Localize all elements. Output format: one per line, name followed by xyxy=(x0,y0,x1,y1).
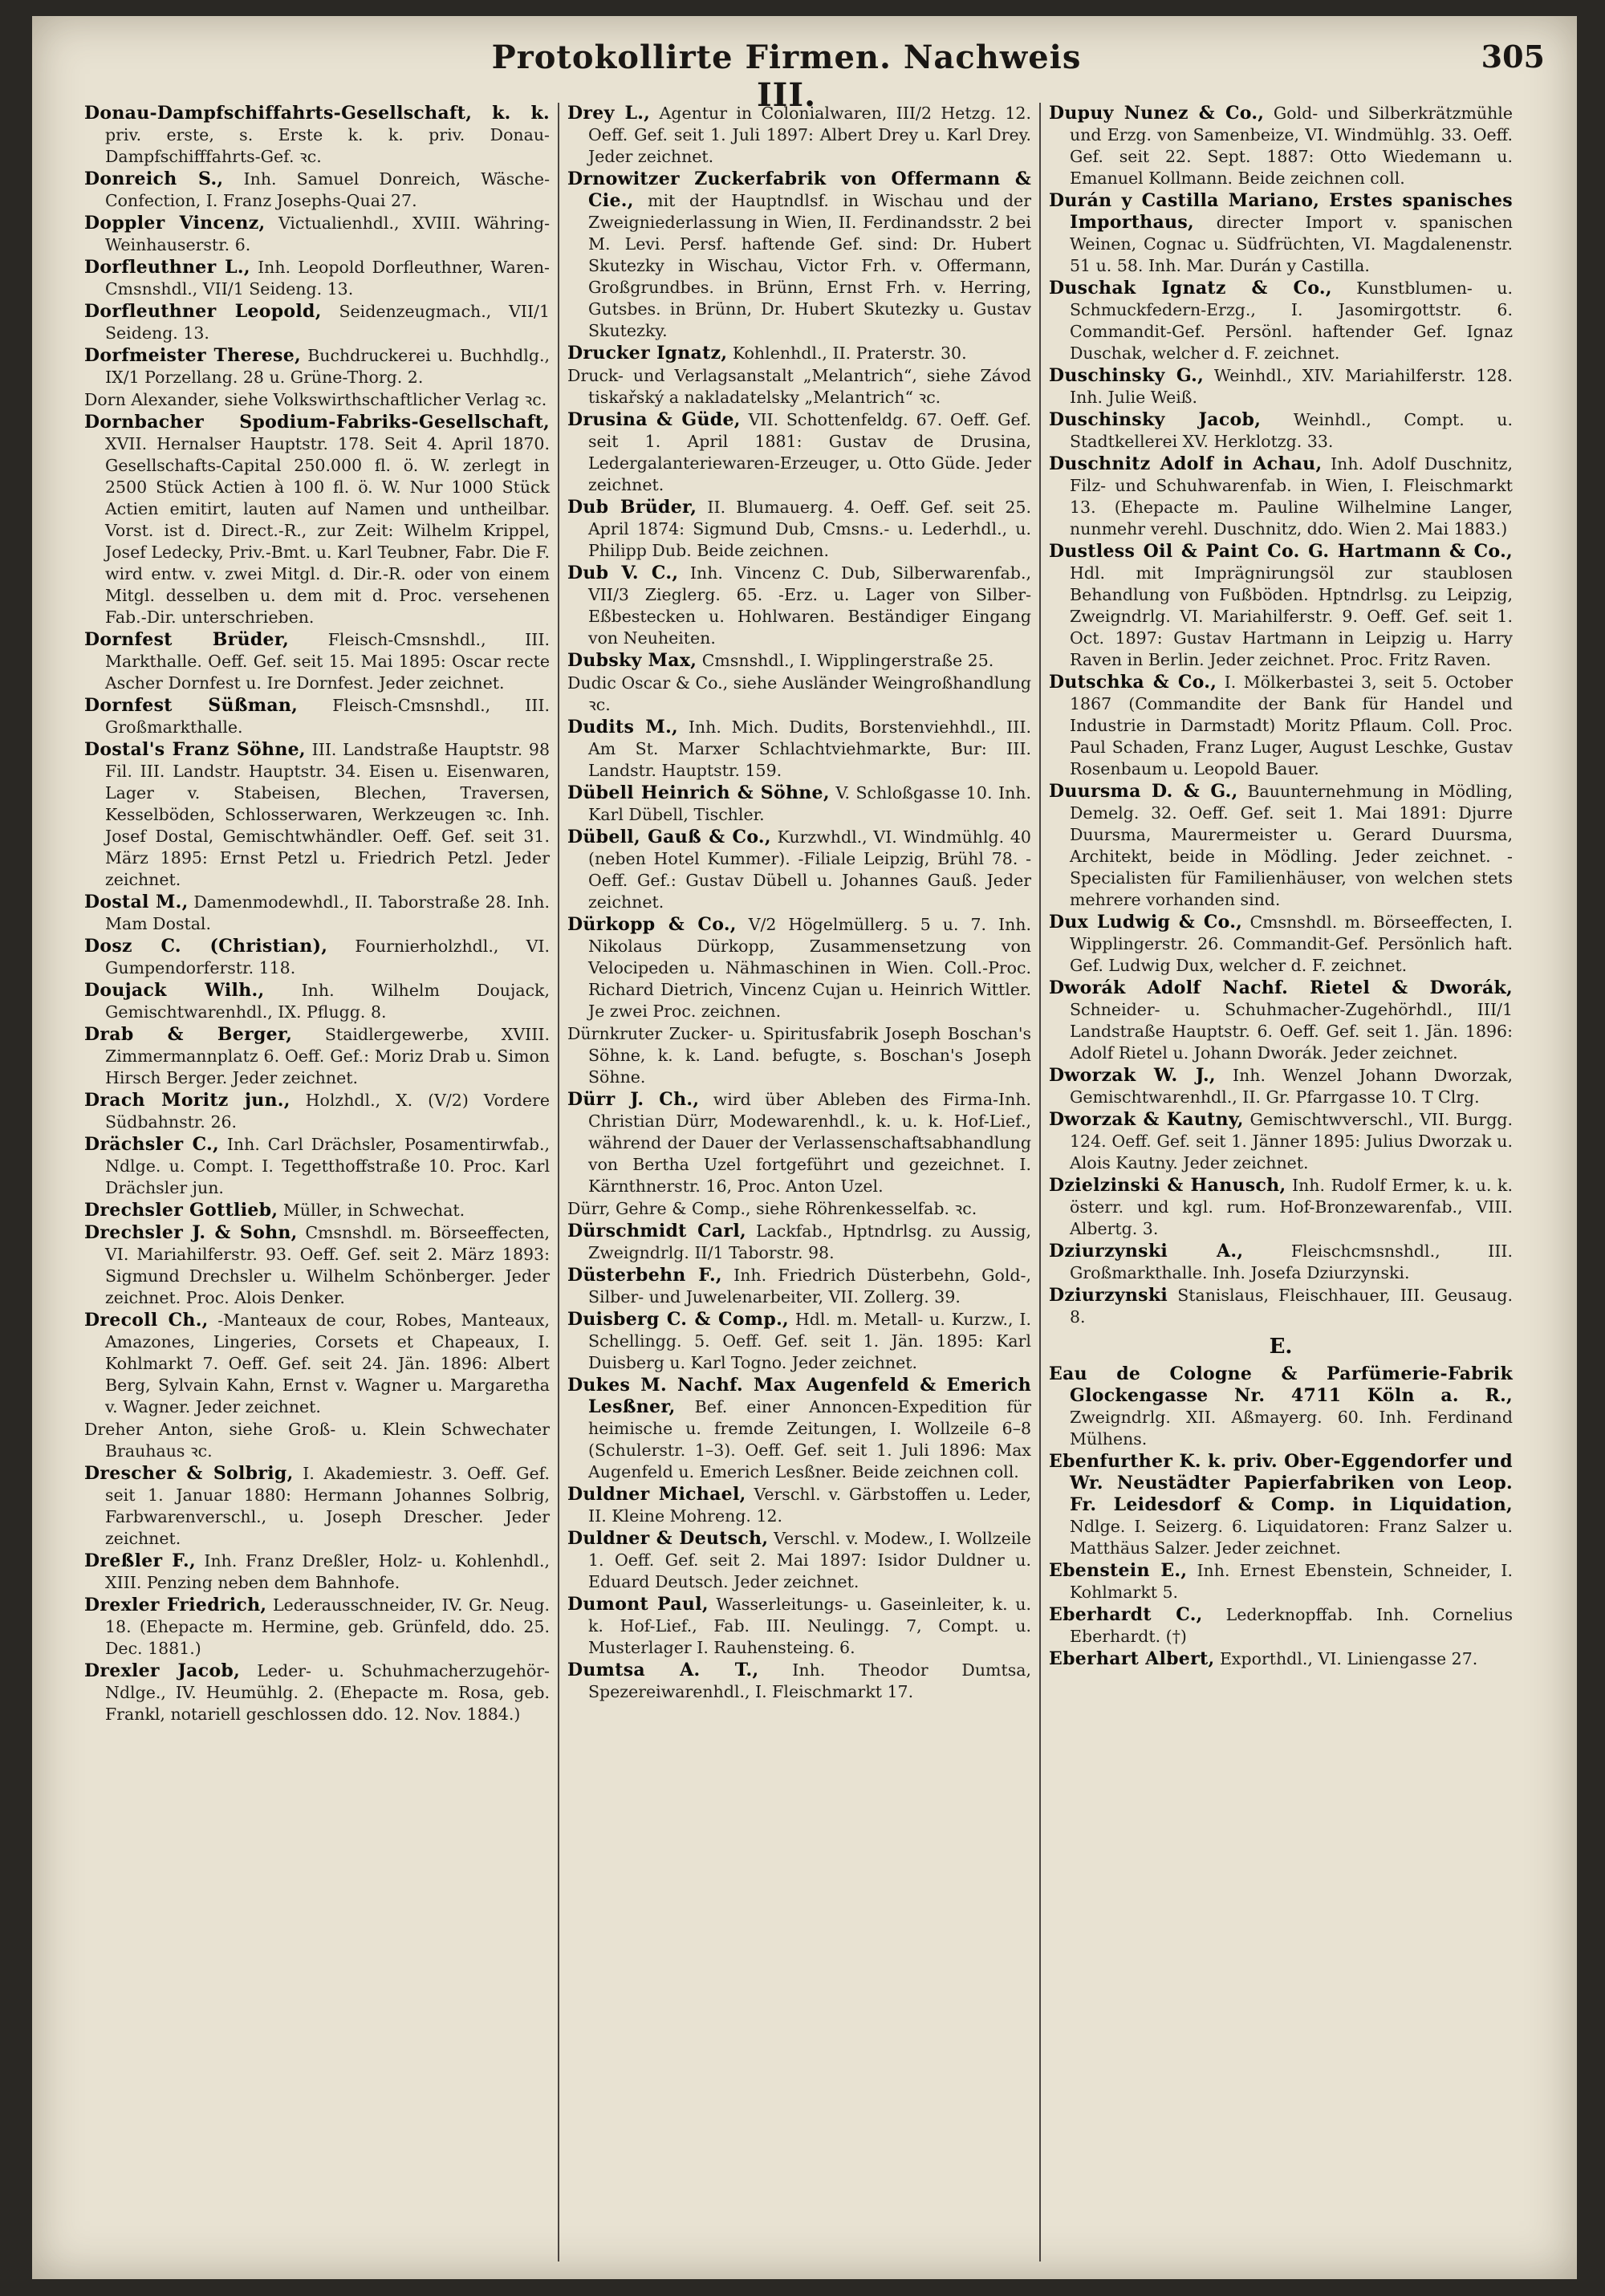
entry-details: Ndlge. I. Seizerg. 6. Liquidatoren: Franz Salzer u. Matthäus Salzer. Jeder zeichnet. xyxy=(1070,1517,1513,1558)
entry-details: Druck- und Verlagsanstalt „Melantrich“, siehe Závod tiskařský a nakladatelsky „Melantrich“ ꝛc. xyxy=(567,366,1031,407)
directory-entry xyxy=(84,1660,550,1725)
directory-entry xyxy=(1049,781,1513,911)
firm-name: Donau-Dampfschiffahrts-Gesellschaft, k. k. xyxy=(84,103,550,124)
entry-details: Stanislaus, Fleischhauer, III. Geusaug. 8. xyxy=(1070,1286,1513,1327)
directory-entry xyxy=(1049,103,1513,189)
firm-name: Drusina & Güde, xyxy=(567,409,741,430)
entry-details: Victualienhdl., XVIII. Währing-Weinhauserstr. 6. xyxy=(105,213,550,254)
entry-details: Inh. Wenzel Johann Dworzak, Gemischtwarenhdl., II. Gr. Pfarrgasse 10. T Clrg. xyxy=(1070,1066,1513,1107)
firm-name: Duschinsky G., xyxy=(1049,365,1205,386)
entry-details: Fleisch-Cmsnshdl., III. Großmarkthalle. xyxy=(105,696,550,737)
firm-name: Duisberg C. & Comp., xyxy=(567,1309,789,1330)
directory-entry xyxy=(1049,672,1513,780)
directory-entry xyxy=(567,1660,1031,1703)
directory-entry xyxy=(567,409,1031,496)
firm-name: Dornbacher Spodium-Fabriks-Gesellschaft, xyxy=(84,412,550,433)
entry-details: Kurzwhdl., VI. Windmühlg. 40 (neben Hotel Kummer). -Filiale Leipzig, Brühl 78. -Oeff. Gef.: Gustav Dübell u. Johannes Gauß. Jeder zeichnet. xyxy=(588,827,1031,912)
directory-entry xyxy=(84,695,550,738)
directory-entry xyxy=(84,169,550,212)
directory-entry xyxy=(84,629,550,694)
firm-name: Dubsky Max, xyxy=(567,650,697,671)
entry-details: -Manteaux de cour, Robes, Manteaux, Amazones, Lingeries, Corsets et Chapeaux, I. Kohlmarkt 7. Oeff. Gef. seit 24. Jän. 1896: Albert Berg, Sylvain Kahn, Ernst v. Wagner u. Margaretha v. Wagner. Jeder zeichnet. xyxy=(105,1311,550,1416)
directory-entry xyxy=(567,717,1031,782)
firm-name: Dworzak W. J., xyxy=(1049,1065,1216,1086)
entry-details: mit der Hauptndlsf. in Wischau und der Zweigniederlassung in Wien, II. Ferdinandsstr. 2 bei M. Levi. Persf. haftende Gef. sind: Dr. Hubert Skutezky in Wischau, Victor Frh. v. Offermann, Großgrundbes. in Brünn, Ernst Frh. v. Herring, Gutsbes. in Brünn, Dr. Hubert Skutezky u. Gustav Skutezky. xyxy=(588,191,1031,340)
entry-details: VII. Schottenfeldg. 67. Oeff. Gef. seit 1. April 1881: Gustav de Drusina, Ledergalanteriewaren-Erzeuger, u. Otto Güde. Jeder zeichnet. xyxy=(588,410,1031,494)
firm-name: Donreich S., xyxy=(84,169,224,189)
directory-entry xyxy=(1049,1109,1513,1174)
firm-name: Dürschmidt Carl, xyxy=(567,1221,746,1241)
firm-name: Dürkopp & Co., xyxy=(567,914,737,935)
firm-name: Doppler Vincenz, xyxy=(84,213,266,234)
page-title: Protokollirte Firmen. Nachweis III. xyxy=(491,39,1082,114)
firm-name: Eau de Cologne & Parfümerie-Fabrik Glockengasse Nr. 4711 Köln a. R., xyxy=(1049,1363,1513,1406)
directory-entry xyxy=(1049,1241,1513,1284)
directory-entry xyxy=(84,1310,550,1418)
firm-name: Dosz C. (Christian), xyxy=(84,936,328,957)
directory-entry xyxy=(1049,1363,1513,1450)
entry-details: Gold- und Silberkrätzmühle und Erzg. von Samenbeize, VI. Windmühlg. 33. Oeff. Gef. seit 22. Sept. 1887: Otto Wiedemann u. Emanuel Kollmann. Beide zeichnen coll. xyxy=(1070,104,1513,188)
firm-name: Dudits M., xyxy=(567,717,678,738)
entry-details: Seidenzeugmach., VII/1 Seideng. 13. xyxy=(105,302,550,343)
entry-details: Lackfab., Hptndrlsg. zu Aussig, Zweigndrlg. II/1 Taborstr. 98. xyxy=(588,1221,1031,1262)
entry-details: Inh. Rudolf Ermer, k. u. k. österr. und kgl. rum. Hof-Bronzewarenfab., VIII. Albertg. 3. xyxy=(1070,1176,1513,1238)
directory-entry xyxy=(1049,409,1513,453)
entry-details: Staidlergewerbe, XVIII. Zimmermannplatz 6. Oeff. Gef.: Moriz Drab u. Simon Hirsch Berger. Jeder zeichnet. xyxy=(105,1025,550,1087)
firm-name: Dumont Paul, xyxy=(567,1594,709,1615)
directory-entry xyxy=(84,739,550,891)
firm-name: Duursma D. & G., xyxy=(1049,781,1238,802)
directory-entry xyxy=(1049,977,1513,1064)
directory-entry xyxy=(1049,1451,1513,1559)
directory-entry xyxy=(1049,190,1513,277)
directory-entry xyxy=(567,1198,1031,1220)
entry-details: Leder- u. Schuhmacherzugehör-Ndlge., IV. Heumühlg. 2. (Ehepacte m. Rosa, geb. Frankl, notariell geschlossen ddo. 12. Nov. 1884.) xyxy=(105,1661,550,1724)
directory-entry xyxy=(84,389,550,411)
entry-details: Inh. Vincenz C. Dub, Silberwarenfab., VII/3 Zieglerg. 65. -Erz. u. Lager von Silber-Eßbestecken u. Hohlwaren. Beständiger Eingang von Neuheiten. xyxy=(588,563,1031,648)
firm-name: Drach Moritz jun., xyxy=(84,1090,291,1111)
entry-details: II. Blumauerg. 4. Oeff. Gef. seit 25. April 1874: Sigmund Dub, Cmsns.- u. Lederhdl., u. Philipp Dub. Beide zeichnen. xyxy=(588,498,1031,560)
firm-name: Dziurzynski A., xyxy=(1049,1241,1244,1262)
entry-details: Inh. Carl Drächsler, Posamentirwfab., Ndlge. u. Compt. I. Tegetthoffstraße 10. Proc. Karl Drächsler jun. xyxy=(105,1135,550,1197)
entry-details: Agentur in Colonialwaren, III/2 Hetzg. 12. Oeff. Gef. seit 1. Juli 1897: Albert Drey u. Karl Drey. Jeder zeichnet. xyxy=(588,104,1031,166)
directory-entry xyxy=(1049,453,1513,540)
firm-name: Drab & Berger, xyxy=(84,1024,293,1045)
entry-details: Fleisch-Cmsnshdl., III. Markthalle. Oeff. Gef. seit 15. Mai 1895: Oscar recte Ascher Dornfest u. Ire Dornfest. Jeder zeichnet. xyxy=(105,630,550,693)
firm-name: Dorfmeister Therese, xyxy=(84,345,301,366)
directory-entry xyxy=(567,1528,1031,1593)
entry-details: Fleischcmsnshdl., III. Großmarkthalle. Inh. Josefa Dziurzynski. xyxy=(1070,1241,1513,1282)
entry-details: V. Schloßgasse 10. Inh. Karl Dübell, Tischler. xyxy=(588,783,1031,824)
directory-entry xyxy=(84,257,550,300)
entry-details: Dudic Oscar & Co., siehe Ausländer Weingroßhandlung ꝛc. xyxy=(567,673,1031,714)
entry-details: Buchdruckerei u. Buchhdlg., IX/1 Porzellang. 28 u. Grüne-Thorg. 2. xyxy=(105,346,550,387)
firm-name: Dürr J. Ch., xyxy=(567,1089,700,1110)
firm-name: Dustless Oil & Paint Co. G. Hartmann & Co., xyxy=(1049,541,1513,562)
directory-entry xyxy=(84,412,550,628)
directory-entry xyxy=(1049,278,1513,364)
firm-name: Dornfest Brüder, xyxy=(84,629,290,650)
firm-name: Ebenfurther K. k. priv. Ober-Eggendorfer und Wr. Neustädter Papierfabriken von Leop. Fr. Leidesdorf & Comp. in Liquidation, xyxy=(1049,1451,1513,1515)
directory-entry xyxy=(567,650,1031,672)
entry-details: I. Mölkerbastei 3, seit 5. October 1867 (Commandite der Bank für Handel und Industrie in Darmstadt) Moritz Pflaum. Coll. Proc. Paul Schaden, Franz Luger, August Leschke, Gustav Rosenbaum u. Leopold Bauer. xyxy=(1070,673,1513,778)
entry-details: directer Import v. spanischen Weinen, Cognac u. Südfrüchten, VI. Magdalenenstr. 51 u. 58. Inh. Mar. Durán y Castilla. xyxy=(1070,213,1513,275)
entry-details: Fournierholzhdl., VI. Gumpendorferstr. 118. xyxy=(105,937,550,977)
entry-details: Weinhdl., Compt. u. Stadtkellerei XV. Herklotzg. 33. xyxy=(1070,410,1513,451)
firm-name: Durán y Castilla Mariano, Erstes spanisches Importhaus, xyxy=(1049,190,1513,233)
entry-details: V/2 Högelmüllerg. 5 u. 7. Inh. Nikolaus Dürkopp, Zusammensetzung von Velocipeden u. Nähmaschinen in Wien. Coll.-Proc. Richard Dietrich, Vincenz Cujan u. Heinrich Wittler. Je zwei Proc. zeichnen. xyxy=(588,915,1031,1021)
directory-entry xyxy=(84,213,550,256)
directory-entry xyxy=(84,980,550,1023)
firm-name: Drnowitzer Zuckerfabrik von Offermann & Cie., xyxy=(567,169,1031,211)
directory-entry xyxy=(567,782,1031,826)
directory-entry xyxy=(567,1089,1031,1197)
directory-entry xyxy=(84,301,550,344)
directory-entry xyxy=(567,563,1031,649)
entry-details: Bef. einer Annoncen-Expedition für heimische u. fremde Zeitungen, I. Wollzeile 6–8 (Schulerstr. 1–3). Oeff. Gef. seit 1. Juli 1896: Max Augenfeld u. Emerich Lesßner. Beide zeichnen coll. xyxy=(588,1397,1031,1481)
directory-entry xyxy=(1049,541,1513,671)
entry-details: priv. erste, s. Erste k. k. priv. Donau-Dampfschifffahrts-Gef. ꝛc. xyxy=(105,125,550,166)
directory-entry xyxy=(567,827,1031,913)
entry-details: wird über Ableben des Firma-Inh. Christian Dürr, Modewarenhdl., k. u. k. Hof-Lief., während der Dauer der Verlassenschaftsabhandlung von Bertha Uzel fortgeführt und gezeichnet. I. Kärnthnerstr. 16, Proc. Anton Uzel. xyxy=(588,1090,1031,1196)
firm-name: Drecoll Ch., xyxy=(84,1310,209,1331)
column-middle xyxy=(558,103,1039,2261)
firm-name: Dutschka & Co., xyxy=(1049,672,1217,693)
entry-details: XVII. Hernalser Hauptstr. 178. Seit 4. April 1870. Gesellschafts-Capital 250.000 fl. ö. W. zerlegt in 2500 Stück Actien à 100 fl. ö. W. Nur 1000 Stück Actien emitirt, lauten auf Namen und untheilbar. Vorst. ist d. Direct.-R., zur Zeit: Wilhelm Krippel, Josef Ledecky, Priv.-Bmt. u. Karl Teubner, Fabr. Die F. wird entw. v. zwei Mitgl. d. Dir.-R. oder von einem Mitgl. desselben u. dem mit d. Proc. versehenen Fab.-Dir. unterschrieben. xyxy=(105,434,550,627)
firm-name: Dostal's Franz Söhne, xyxy=(84,739,306,760)
entry-details: Weinhdl., XIV. Mariahilferstr. 128. Inh. Julie Weiß. xyxy=(1070,366,1513,407)
directory-entry xyxy=(84,1419,550,1462)
firm-name: Dumtsa A. T., xyxy=(567,1660,759,1680)
firm-name: Duschinsky Jacob, xyxy=(1049,409,1262,430)
firm-name: Dostal M., xyxy=(84,892,189,912)
entry-details: Verschl. v. Modew., I. Wollzeile 1. Oeff. Gef. seit 2. Mai 1897: Isidor Duldner u. Eduard Deutsch. Jeder zeichnet. xyxy=(588,1529,1031,1591)
directory-entry xyxy=(567,1484,1031,1527)
firm-name: Drächsler C., xyxy=(84,1134,219,1155)
entry-details: Inh. Franz Dreßler, Holz- u. Kohlenhdl., XIII. Penzing neben dem Bahnhofe. xyxy=(105,1551,550,1592)
directory-entry xyxy=(1049,1604,1513,1648)
firm-name: Duldner & Deutsch, xyxy=(567,1528,769,1549)
directory-entry xyxy=(1049,365,1513,408)
firm-name: Duschnitz Adolf in Achau, xyxy=(1049,453,1323,474)
firm-name: Eberhart Albert, xyxy=(1049,1648,1215,1669)
entry-details: Dürr, Gehre & Comp., siehe Röhrenkesselfab. ꝛc. xyxy=(567,1199,977,1218)
directory-entry xyxy=(1049,1285,1513,1328)
directory-entry xyxy=(567,497,1031,562)
entry-details: Exporthdl., VI. Liniengasse 27. xyxy=(1219,1649,1478,1668)
firm-name: Eberhardt C., xyxy=(1049,1604,1203,1625)
firm-name: Dübell Heinrich & Söhne, xyxy=(567,782,830,803)
directory-entry xyxy=(1049,1560,1513,1603)
firm-name: Dworzak & Kautny, xyxy=(1049,1109,1244,1130)
directory-entry xyxy=(84,1024,550,1089)
entry-details: Zweigndrlg. XII. Aßmayerg. 60. Inh. Ferdinand Mülhens. xyxy=(1070,1408,1513,1449)
section-letter: E. xyxy=(1269,1335,1293,1359)
directory-entry xyxy=(84,103,550,168)
column-right xyxy=(1039,103,1521,2261)
entry-details: Inh. Leopold Dorfleuthner, Waren-Cmsnshdl., VII/1 Seideng. 13. xyxy=(105,258,550,299)
page-number: 305 xyxy=(1481,39,1545,75)
directory-entry xyxy=(567,673,1031,716)
entry-details: Kohlenhdl., II. Praterstr. 30. xyxy=(732,343,967,363)
firm-name: Drechsler J. & Sohn, xyxy=(84,1222,298,1243)
firm-name: Dub Brüder, xyxy=(567,497,697,518)
directory-entry xyxy=(567,1221,1031,1264)
entry-details: Inh. Wilhelm Doujack, Gemischtwarenhdl., IX. Pflugg. 8. xyxy=(105,981,550,1022)
firm-name: Duldner Michael, xyxy=(567,1484,746,1505)
firm-name: Düsterbehn F., xyxy=(567,1265,722,1286)
entry-details: Damenmodewhdl., II. Taborstraße 28. Inh. Mam Dostal. xyxy=(105,892,550,933)
firm-name: Dornfest Süßman, xyxy=(84,695,299,716)
firm-name: Dübell, Gauß & Co., xyxy=(567,827,771,847)
directory-entry xyxy=(567,1023,1031,1088)
directory-entry xyxy=(567,343,1031,364)
entry-details: Inh. Adolf Duschnitz, Filz- und Schuhwarenfab. in Wien, I. Fleischmarkt 13. (Ehepacte m. Pauline Wilhelmine Langer, nunmehr verehl. Duschnitz, ddo. Wien 2. Mai 1883.) xyxy=(1070,454,1513,538)
entry-details: Kunstblumen- u. Schmuckfedern-Erzg., I. Jasomirgottstr. 6. Commandit-Gef. Persönl. haftender Gef. Ignaz Duschak, welcher d. F. zeichnet. xyxy=(1070,278,1513,363)
entry-details: Dürnkruter Zucker- u. Spiritusfabrik Joseph Boschan's Söhne, k. k. Land. befugte, s. Boschan's Joseph Söhne. xyxy=(567,1024,1031,1087)
firm-name: Dorfleuthner L., xyxy=(84,257,250,278)
firm-name: Dux Ludwig & Co., xyxy=(1049,912,1243,933)
entry-details: Cmsnshdl. m. Börseeffecten, I. Wipplingerstr. 26. Commandit-Gef. Persönlich haft. Gef. Ludwig Dux, welcher d. F. zeichnet. xyxy=(1070,912,1513,975)
firm-name: Dupuy Nunez & Co., xyxy=(1049,103,1265,124)
entry-details: Lederausschneider, IV. Gr. Neug. 18. (Ehepacte m. Hermine, geb. Grünfeld, ddo. 25. Dec. 1881.) xyxy=(105,1595,550,1658)
columns xyxy=(76,103,1541,2261)
directory-entry xyxy=(567,1594,1031,1659)
directory-page xyxy=(32,16,1577,2279)
directory-entry xyxy=(84,1200,550,1221)
entry-details: Gemischtwverschl., VII. Burgg. 124. Oeff. Gef. seit 1. Jänner 1895: Julius Dworzak u. Alois Kautny. Jeder zeichnet. xyxy=(1070,1110,1513,1172)
directory-entry xyxy=(1049,1648,1513,1670)
entry-details: Müller, in Schwechat. xyxy=(282,1201,465,1220)
entry-details: Inh. Ernest Ebenstein, Schneider, I. Kohlmarkt 5. xyxy=(1070,1561,1513,1602)
entry-details: Inh. Theodor Dumtsa, Spezereiwarenhdl., I. Fleischmarkt 17. xyxy=(588,1660,1031,1701)
entry-details: Holzhdl., X. (V/2) Vordere Südbahnstr. 26. xyxy=(105,1091,550,1132)
firm-name: Duschak Ignatz & Co., xyxy=(1049,278,1332,299)
entry-details: Cmsnshdl. m. Börseeffecten, VI. Mariahilferstr. 93. Oeff. Gef. seit 2. März 1893: Sigmund Drechsler u. Wilhelm Schönberger. Jeder zeichnet. Proc. Alois Denker. xyxy=(105,1223,550,1307)
firm-name: Dub V. C., xyxy=(567,563,679,583)
firm-name: Dukes M. Nachf. Max Augenfeld & Emerich Lesßner, xyxy=(567,1375,1031,1417)
directory-entry xyxy=(84,1222,550,1309)
directory-entry xyxy=(1049,1065,1513,1108)
directory-entry xyxy=(567,103,1031,168)
directory-entry xyxy=(1049,1175,1513,1240)
firm-name: Doujack Wilh., xyxy=(84,980,265,1001)
entry-details: Hdl. mit Imprägnirungsöl zur staublosen Behandlung von Fußböden. Hptndrlsg. zu Leipzig, Zweigndrlg. VI. Mariahilferstr. 9. Oeff. Gef. seit 1. Oct. 1897: Gustav Hartmann in Leipzig u. Harry Raven in Berlin. Jeder zeichnet. Proc. Fritz Raven. xyxy=(1070,563,1513,669)
firm-name: Ebenstein E., xyxy=(1049,1560,1188,1581)
firm-name: Dzielzinski & Hanusch, xyxy=(1049,1175,1286,1196)
entry-details: Cmsnshdl., I. Wipplingerstraße 25. xyxy=(701,651,994,670)
directory-entry xyxy=(84,1595,550,1660)
firm-name: Dziurzynski xyxy=(1049,1285,1168,1306)
directory-entry xyxy=(567,1375,1031,1483)
firm-name: Drucker Ignatz, xyxy=(567,343,728,364)
firm-name: Dreßler F., xyxy=(84,1550,196,1571)
directory-entry xyxy=(84,1090,550,1133)
directory-entry xyxy=(567,1265,1031,1308)
entry-details: Wasserleitungs- u. Gaseinleiter, k. u. k. Hof-Lief., Fab. III. Neulingg. 7, Compt. u. Musterlager I. Rauhensteing. 6. xyxy=(588,1595,1031,1657)
firm-name: Drechsler Gottlieb, xyxy=(84,1200,278,1221)
directory-entry xyxy=(84,345,550,388)
directory-entry xyxy=(567,169,1031,342)
entry-details: Verschl. v. Gärbstoffen u. Leder, II. Kleine Mohreng. 12. xyxy=(588,1485,1031,1526)
directory-entry xyxy=(567,1309,1031,1374)
entry-details: Inh. Samuel Donreich, Wäsche-Confection, I. Franz Josephs-Quai 27. xyxy=(105,169,550,210)
entry-details: Inh. Friedrich Düsterbehn, Gold-, Silber- und Juwelenarbeiter, VII. Zollerg. 39. xyxy=(588,1266,1031,1306)
directory-entry xyxy=(84,892,550,935)
entry-details: III. Landstraße Hauptstr. 98 Fil. III. Landstr. Hauptstr. 34. Eisen u. Eisenwaren, Lager v. Stabeisen, Blechen, Traversen, Kesselböden, Schlosserwaren, Werkzeugen ꝛc. Inh. Josef Dostal, Gemischtwhändler. Oeff. Gef. seit 31. März 1895: Ernst Petzl u. Friedrich Petzl. Jeder zeichnet. xyxy=(105,740,550,889)
directory-entry xyxy=(1049,912,1513,977)
directory-entry xyxy=(84,1134,550,1199)
firm-name: Dworák Adolf Nachf. Rietel & Dworák, xyxy=(1049,977,1513,998)
entry-details: Inh. Mich. Dudits, Borstenviehhdl., III. Am St. Marxer Schlachtviehmarkte, Bur: III. Landstr. Hauptstr. 159. xyxy=(588,717,1031,780)
column-left xyxy=(76,103,558,2261)
firm-name: Drexler Friedrich, xyxy=(84,1595,267,1615)
entry-details: Dreher Anton, siehe Groß- u. Klein Schwechater Brauhaus ꝛc. xyxy=(84,1420,550,1461)
directory-entry xyxy=(84,1550,550,1594)
entry-details: Hdl. m. Metall- u. Kurzw., I. Schellingg. 5. Oeff. Gef. seit 1. Jän. 1895: Karl Duisberg u. Karl Togno. Jeder zeichnet. xyxy=(588,1310,1031,1372)
directory-entry xyxy=(567,365,1031,408)
firm-name: Drexler Jacob, xyxy=(84,1660,241,1681)
firm-name: Drey L., xyxy=(567,103,651,124)
firm-name: Dorfleuthner Leopold, xyxy=(84,301,322,322)
firm-name: Drescher & Solbrig, xyxy=(84,1463,294,1484)
directory-entry xyxy=(567,914,1031,1022)
directory-entry xyxy=(84,1463,550,1550)
entry-details: Dorn Alexander, siehe Volkswirthschaftlicher Verlag ꝛc. xyxy=(84,390,547,409)
directory-entry xyxy=(84,936,550,979)
entry-details: Lederknopffab. Inh. Cornelius Eberhardt. (†) xyxy=(1070,1605,1513,1646)
entry-details: Schneider- u. Schuhmacher-Zugehörhdl., III/1 Landstraße Hauptstr. 6. Oeff. Gef. seit 1. Jän. 1896: Adolf Rietel u. Johann Dworák. Jeder zeichnet. xyxy=(1070,1000,1513,1063)
entry-details: Bauunternehmung in Mödling, Demelg. 32. Oeff. Gef. seit 1. Mai 1891: Djurre Duursma, Maurermeister u. Gerard Duursma, Architekt, beide in Mödling. Jeder zeichnet. -Specialisten für Familienhäuser, von welchen stets mehrere vorhanden sind. xyxy=(1070,782,1513,909)
entry-details: I. Akademiestr. 3. Oeff. Gef. seit 1. Januar 1880: Hermann Johannes Solbrig, Farbwarenverschl., u. Joseph Drescher. Jeder zeichnet. xyxy=(105,1464,550,1548)
